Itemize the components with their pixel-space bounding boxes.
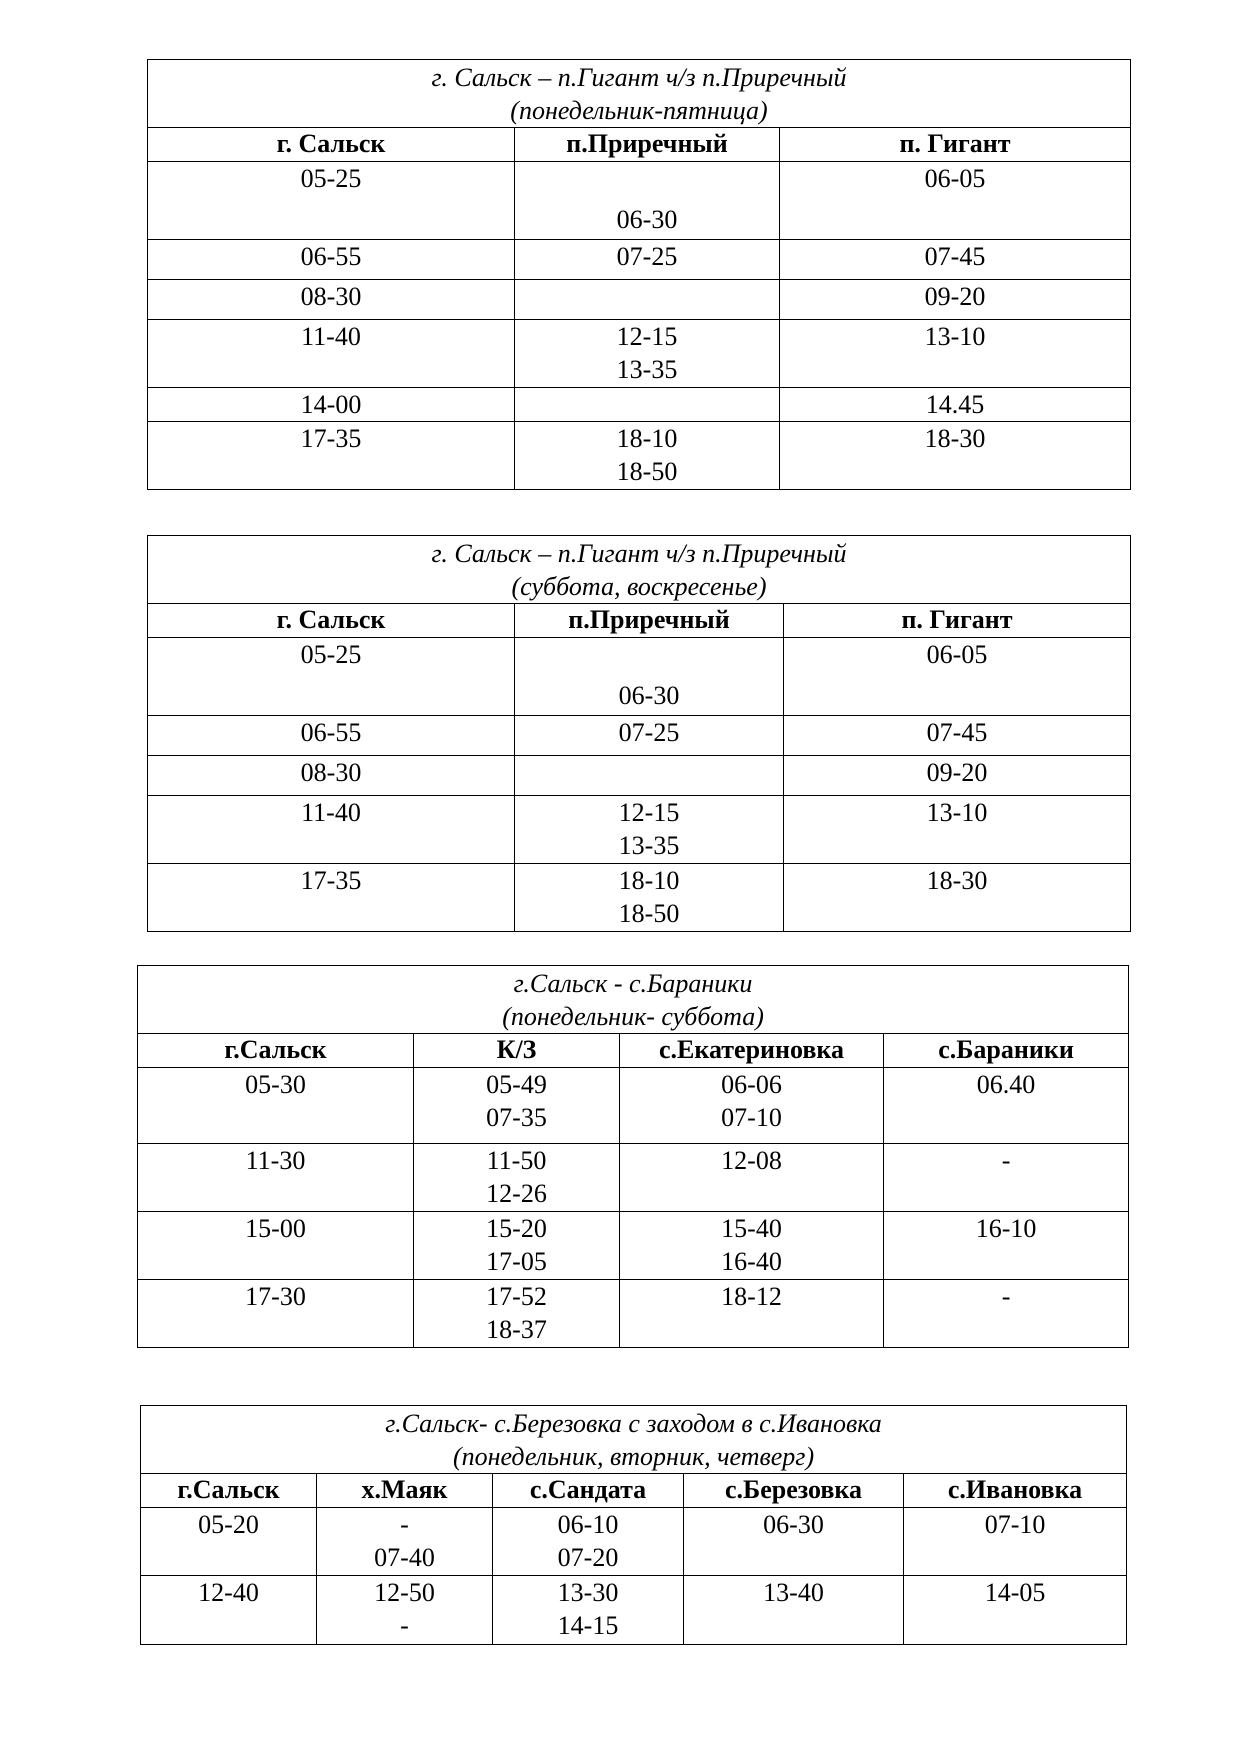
departure-time: 17-05 — [486, 1247, 547, 1276]
timetable-salsk-gigant-weekdays — [147, 59, 1131, 490]
departure-time: 06.40 — [976, 1070, 1036, 1099]
departure-time: 15-20 — [486, 1214, 547, 1243]
departure-time: 05-30 — [245, 1070, 306, 1099]
departure-cell — [515, 638, 784, 716]
departure-time: 13-30 — [557, 1578, 619, 1607]
route-name: г.Сальск- с.Березовка с заходом в с.Ивановка — [385, 1409, 882, 1438]
stop-header: п.Приречный — [515, 604, 784, 638]
route-days: (понедельник, вторник, четверг) — [452, 1442, 815, 1471]
departure-time: 12-26 — [486, 1179, 547, 1208]
table-row — [138, 1212, 1129, 1280]
departure-cell — [515, 422, 780, 490]
departure-time: - — [1001, 1282, 1011, 1311]
departure-time: - — [1001, 1146, 1011, 1175]
departure-time: 07-45 — [924, 242, 986, 271]
departure-time: 06-55 — [300, 242, 362, 271]
departure-cell — [515, 240, 780, 280]
route-title — [148, 536, 1131, 604]
stop-header: г. Сальск — [148, 128, 515, 162]
table-row — [138, 1280, 1129, 1348]
departure-time: 18-10 — [616, 424, 678, 453]
departure-cell — [493, 1576, 684, 1645]
title-row — [141, 1406, 1127, 1474]
departure-time: 17-52 — [486, 1282, 547, 1311]
departure-time: 07-35 — [486, 1103, 547, 1132]
table-row — [148, 796, 1131, 864]
stop-header: с.Березовка — [684, 1474, 904, 1508]
departure-cell — [515, 796, 784, 864]
departure-time: - — [400, 1510, 409, 1539]
table-row — [148, 388, 1131, 422]
departure-cell — [317, 1576, 493, 1645]
departure-time: 12-15 — [616, 322, 678, 351]
departure-time: 07-25 — [618, 718, 680, 747]
departure-cell — [148, 280, 515, 320]
departure-time: 11-30 — [245, 1146, 306, 1175]
stop-header: г. Сальск — [148, 604, 515, 638]
departure-time: 06-30 — [763, 1510, 824, 1539]
departure-cell — [904, 1576, 1127, 1645]
header-row — [148, 128, 1131, 162]
table-row — [148, 240, 1131, 280]
departure-time: 17-35 — [300, 424, 362, 453]
table-row — [148, 756, 1131, 796]
departure-time: 14-05 — [984, 1578, 1046, 1607]
stop-header: х.Маяк — [317, 1474, 493, 1508]
departure-time: 17-35 — [300, 866, 362, 895]
table-row — [148, 280, 1131, 320]
table-row — [148, 638, 1131, 716]
departure-time: 12-40 — [198, 1578, 259, 1607]
departure-time: 18-50 — [618, 899, 680, 928]
departure-cell — [138, 1068, 414, 1144]
departure-cell — [138, 1280, 414, 1348]
route-days: (понедельник- суббота) — [502, 1002, 764, 1031]
line-spacer — [515, 195, 779, 203]
table-row — [138, 1144, 1129, 1212]
departure-cell — [780, 280, 1131, 320]
departure-time: 11-40 — [301, 322, 361, 351]
departure-time: 18-37 — [486, 1315, 547, 1344]
departure-cell — [317, 1508, 493, 1576]
departure-time: 08-30 — [300, 282, 362, 311]
route-title — [148, 60, 1131, 128]
departure-cell — [148, 240, 515, 280]
departure-time: 07-25 — [616, 242, 678, 271]
timetable-salsk-baraniki — [137, 965, 1129, 1348]
departure-cell — [148, 388, 515, 422]
route-name: г. Сальск – п.Гигант ч/з п.Приречный — [431, 539, 847, 568]
departure-time: 17-30 — [245, 1282, 306, 1311]
departure-time: 05-25 — [300, 640, 362, 669]
departure-cell — [780, 422, 1131, 490]
departure-time: 18-50 — [616, 457, 678, 486]
departure-cell — [780, 388, 1131, 422]
departure-cell — [138, 1144, 414, 1212]
departure-time: 09-20 — [926, 758, 988, 787]
route-name: г. Сальск – п.Гигант ч/з п.Приречный — [431, 63, 847, 92]
stop-header: с.Ивановка — [904, 1474, 1127, 1508]
departure-cell — [515, 162, 780, 240]
table-row — [138, 1068, 1129, 1144]
departure-cell — [620, 1280, 884, 1348]
departure-cell — [414, 1280, 620, 1348]
departure-cell — [148, 162, 515, 240]
departure-time: 13-40 — [763, 1578, 824, 1607]
timetable-salsk-gigant-weekend — [147, 535, 1131, 932]
departure-time: 06-30 — [616, 205, 678, 234]
table-row — [141, 1508, 1127, 1576]
departure-time: 11-50 — [486, 1146, 547, 1175]
departure-cell — [780, 240, 1131, 280]
departure-cell — [684, 1508, 904, 1576]
departure-time: 13-35 — [616, 355, 678, 384]
departure-cell — [515, 388, 780, 422]
header-row — [141, 1474, 1127, 1508]
departure-time: 06-05 — [926, 640, 988, 669]
route-name: г.Сальск - с.Бараники — [513, 969, 753, 998]
departure-cell — [884, 1212, 1129, 1280]
departure-cell — [515, 756, 784, 796]
route-title — [138, 966, 1129, 1034]
departure-time: 15-40 — [721, 1214, 782, 1243]
departure-cell — [148, 422, 515, 490]
departure-time: 06-55 — [300, 718, 362, 747]
departure-time: 18-30 — [924, 424, 986, 453]
departure-cell — [141, 1508, 317, 1576]
departure-time: 16-40 — [721, 1247, 782, 1276]
departure-cell — [414, 1212, 620, 1280]
stop-header: г.Сальск — [141, 1474, 317, 1508]
departure-cell — [414, 1068, 620, 1144]
departure-time: 18-12 — [721, 1282, 782, 1311]
departure-time: 18-30 — [926, 866, 988, 895]
departure-cell — [515, 716, 784, 756]
title-row — [148, 536, 1131, 604]
stop-header: п. Гигант — [780, 128, 1131, 162]
departure-cell — [414, 1144, 620, 1212]
table-row — [148, 422, 1131, 490]
departure-time: 15-00 — [245, 1214, 306, 1243]
route-title — [141, 1406, 1127, 1474]
departure-time: 08-30 — [300, 758, 362, 787]
departure-cell — [904, 1508, 1127, 1576]
departure-time — [515, 638, 783, 671]
route-days: (суббота, воскресенье) — [511, 572, 767, 601]
departure-time: - — [400, 1611, 409, 1640]
departure-time: 11-40 — [301, 798, 361, 827]
departure-cell — [620, 1212, 884, 1280]
departure-time: 13-10 — [924, 322, 986, 351]
departure-cell — [784, 796, 1131, 864]
departure-time: 07-10 — [721, 1103, 782, 1132]
title-row — [138, 966, 1129, 1034]
departure-time — [515, 162, 779, 195]
departure-time: 14-15 — [557, 1611, 619, 1640]
stop-header: с.Екатериновка — [620, 1034, 884, 1068]
table-row — [141, 1576, 1127, 1645]
departure-cell — [515, 280, 780, 320]
header-row — [138, 1034, 1129, 1068]
departure-cell — [138, 1212, 414, 1280]
departure-cell — [780, 162, 1131, 240]
header-row — [148, 604, 1131, 638]
departure-cell — [148, 716, 515, 756]
departure-time: 12-15 — [618, 798, 680, 827]
line-spacer — [515, 671, 783, 679]
table-row — [148, 320, 1131, 388]
departure-time: 07-45 — [926, 718, 988, 747]
departure-time: 09-20 — [924, 282, 986, 311]
title-row — [148, 60, 1131, 128]
departure-time — [515, 388, 779, 421]
stop-header: К/З — [414, 1034, 620, 1068]
departure-time — [515, 756, 783, 789]
departure-cell — [148, 864, 515, 932]
departure-time: 06-10 — [557, 1510, 619, 1539]
route-days: (понедельник-пятница) — [510, 96, 768, 125]
departure-cell — [884, 1068, 1129, 1144]
departure-cell — [141, 1576, 317, 1645]
departure-cell — [148, 320, 515, 388]
departure-cell — [620, 1068, 884, 1144]
departure-cell — [784, 716, 1131, 756]
stop-header: с.Бараники — [884, 1034, 1129, 1068]
departure-time: 06-05 — [924, 164, 986, 193]
stop-header: п. Гигант — [784, 604, 1131, 638]
stop-header: г.Сальск — [138, 1034, 414, 1068]
departure-cell — [884, 1280, 1129, 1348]
departure-time — [515, 280, 779, 313]
departure-cell — [784, 638, 1131, 716]
stop-header: п.Приречный — [515, 128, 780, 162]
departure-cell — [620, 1144, 884, 1212]
departure-time: 12-08 — [721, 1146, 782, 1175]
departure-cell — [515, 864, 784, 932]
departure-cell — [515, 320, 780, 388]
departure-time: 07-10 — [984, 1510, 1046, 1539]
table-row — [148, 162, 1131, 240]
departure-cell — [884, 1144, 1129, 1212]
departure-time: 05-20 — [198, 1510, 259, 1539]
departure-time: 12-50 — [374, 1578, 435, 1607]
departure-cell — [784, 756, 1131, 796]
departure-cell — [148, 796, 515, 864]
departure-time: 06-06 — [721, 1070, 782, 1099]
departure-cell — [493, 1508, 684, 1576]
departure-cell — [784, 864, 1131, 932]
departure-time: 18-10 — [618, 866, 680, 895]
departure-time: 07-40 — [374, 1543, 435, 1572]
table-row — [148, 716, 1131, 756]
departure-time: 06-30 — [618, 681, 680, 710]
departure-time: 14-00 — [300, 390, 362, 419]
departure-time: 13-35 — [618, 831, 680, 860]
departure-cell — [148, 756, 515, 796]
departure-time: 07-20 — [557, 1543, 619, 1572]
departure-cell — [148, 638, 515, 716]
departure-cell — [780, 320, 1131, 388]
table-row — [148, 864, 1131, 932]
departure-time: 16-10 — [975, 1214, 1037, 1243]
departure-time: 05-25 — [300, 164, 362, 193]
departure-time: 05-49 — [486, 1070, 547, 1099]
departure-time: 14.45 — [925, 390, 985, 419]
stop-header: с.Сандата — [493, 1474, 684, 1508]
timetable-salsk-berezovka — [140, 1405, 1127, 1645]
departure-cell — [684, 1576, 904, 1645]
departure-time: 13-10 — [926, 798, 988, 827]
